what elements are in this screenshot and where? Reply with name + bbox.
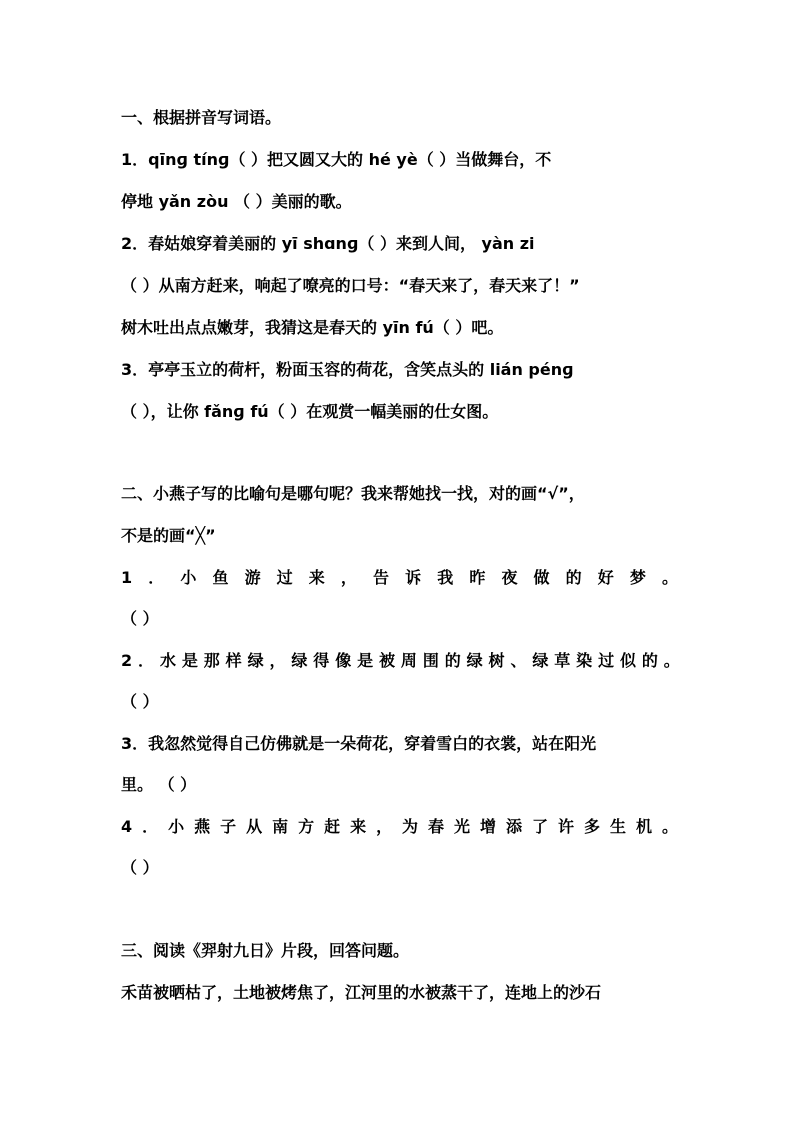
s2-item-1-answer: （ ） [121, 609, 159, 628]
s1-line-1: 1．qīnɡ tínɡ（ ）把又圆又大的 hé yè（ ）当做舞台，不 [121, 150, 552, 169]
section-2-title-cont: 不是的画“╳” [121, 526, 216, 545]
s1-line-6: 3．亭亭玉立的荷杆，粉面玉容的荷花，含笑点头的 lián pénɡ [121, 360, 574, 379]
section-2-title: 二、小燕子写的比喻句是哪句呢？我来帮她找一找，对的画“√”， [121, 484, 585, 503]
s1-line-5: 树木吐出点点嫩芽，我猜这是春天的 yīn fú（ ）吧。 [121, 318, 504, 337]
s2-item-1: 1．小鱼游过来，告诉我昨夜做的好梦。 [121, 568, 681, 587]
s1-line-7: （ ），让你 fǎnɡ fú（ ）在观赏一幅美丽的仕女图。 [121, 402, 499, 421]
s2-item-2-answer: （ ） [121, 692, 159, 711]
s2-item-2: 2．水是那样绿，绿得像是被周围的绿树、绿草染过似的。 [121, 651, 681, 670]
s2-item-3-cont: 里。 （ ） [121, 775, 197, 794]
s2-item-4: 4．小燕子从南方赶来，为春光增添了许多生机。 [121, 817, 681, 836]
s3-line-1: 禾苗被晒枯了，土地被烤焦了，江河里的水被蒸干了，连地上的沙石 [121, 983, 602, 1002]
section-3-title: 三、阅读《羿射九日》片段，回答问题。 [121, 941, 410, 960]
s1-line-4: （ ）从南方赶来，响起了嘹亮的口号：“春天来了，春天来了！” [121, 276, 580, 295]
s2-item-3: 3．我忽然觉得自己仿佛就是一朵荷花，穿着雪白的衣裳，站在阳光 [121, 734, 597, 753]
s1-line-3: 2．春姑娘穿着美丽的 yī shɑnɡ（ ）来到人间， yàn zi [121, 234, 535, 253]
s1-line-2: 停地 yǎn zòu （ ）美丽的歌。 [121, 192, 352, 211]
section-1-title: 一、根据拼音写词语。 [121, 108, 282, 127]
s2-item-4-answer: （ ） [121, 858, 159, 877]
